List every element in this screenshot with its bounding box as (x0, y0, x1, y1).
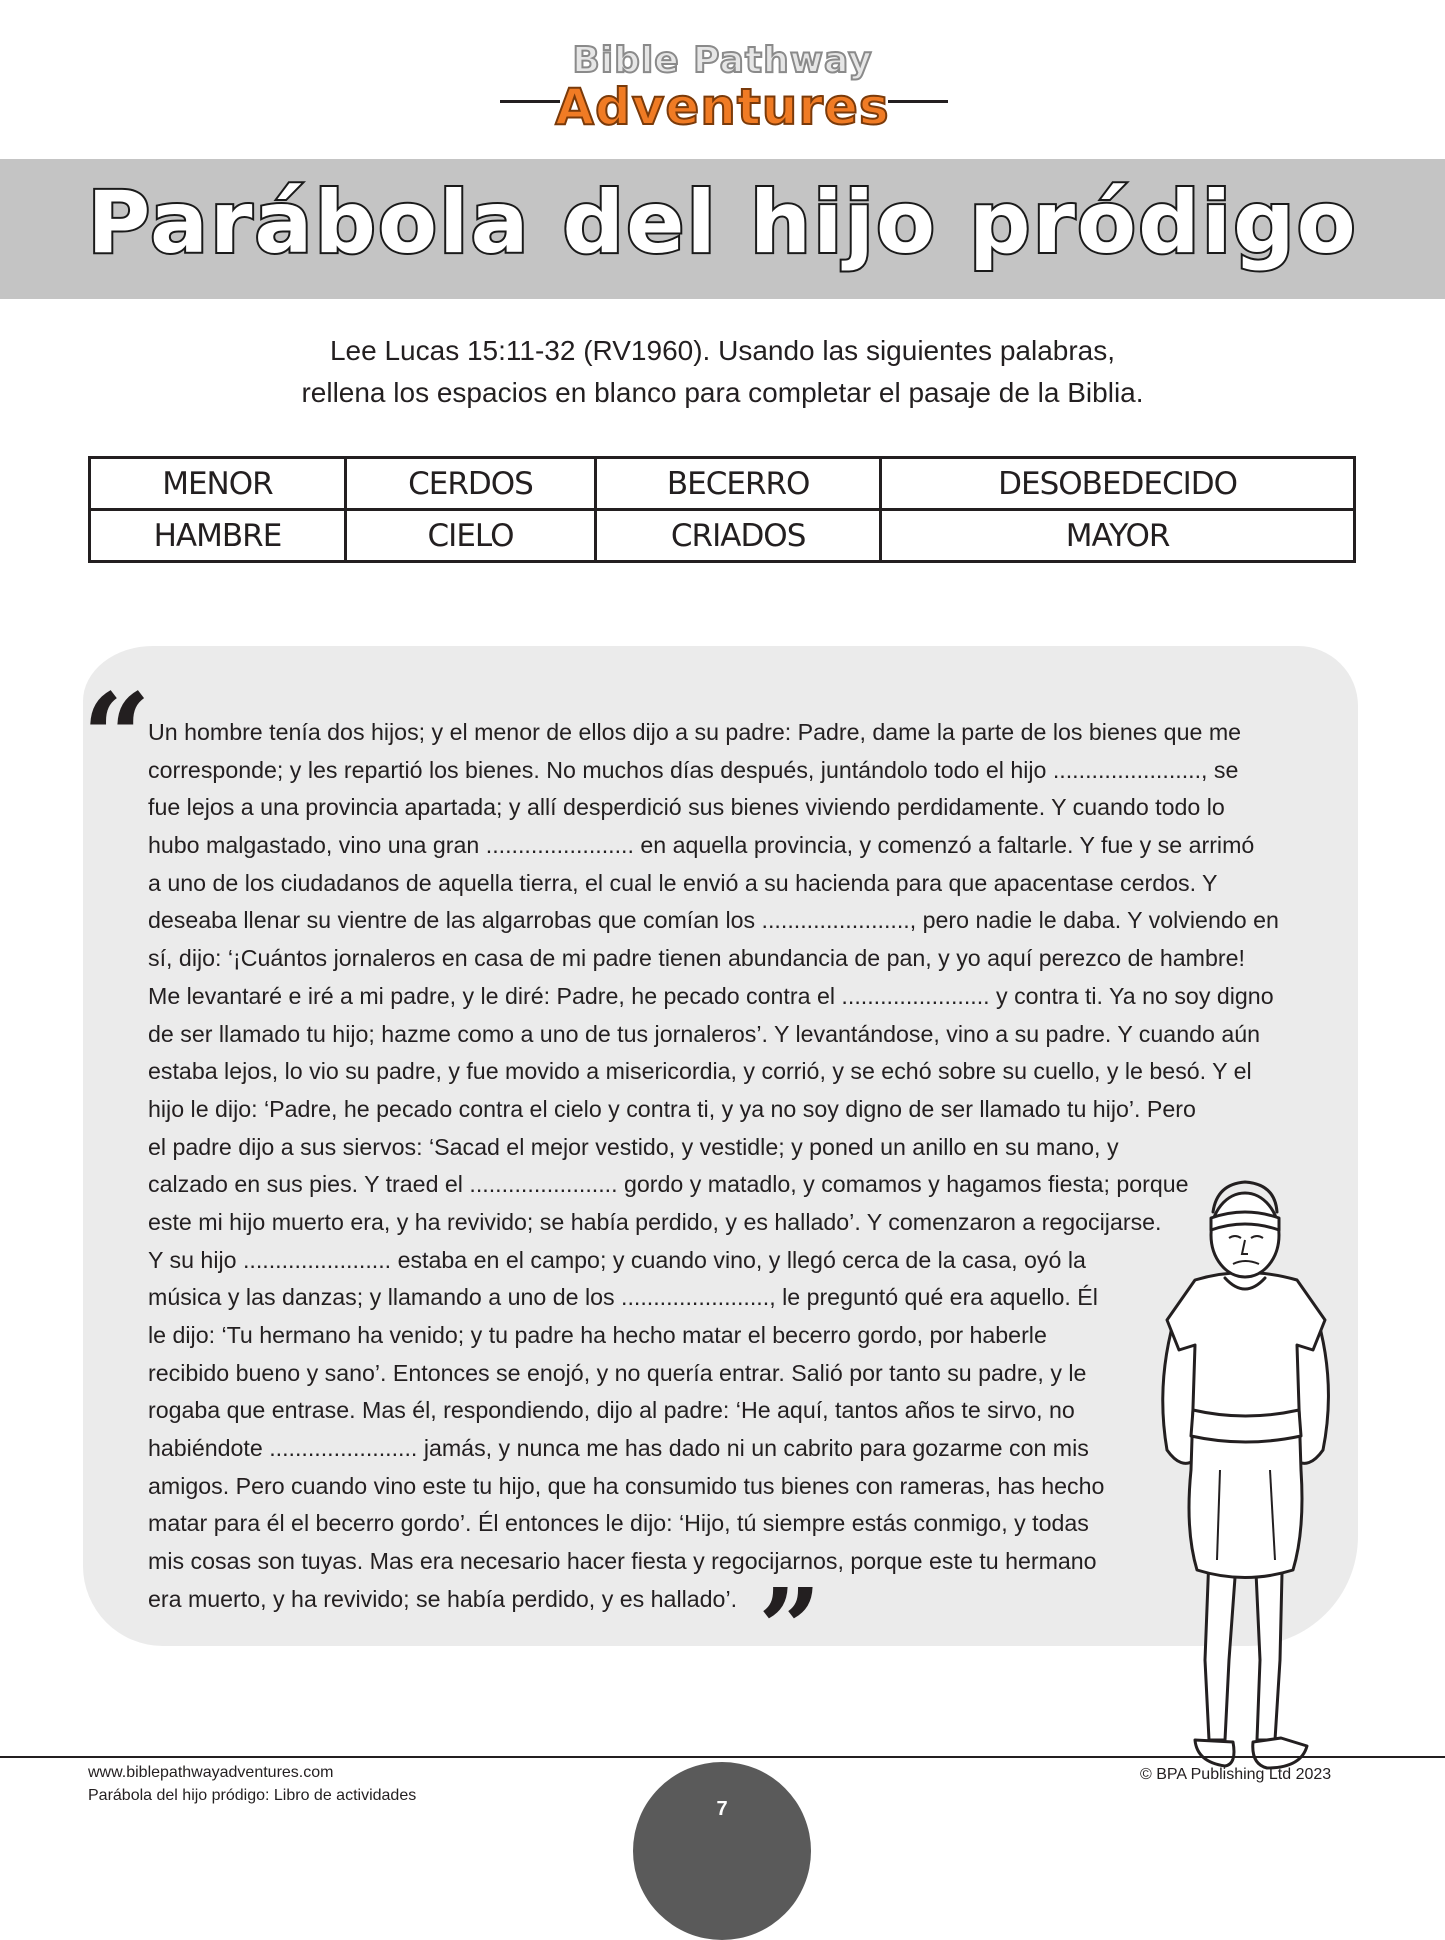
man-in-tunic-illustration (1125, 1140, 1365, 1790)
footer-url[interactable]: www.biblepathwayadventures.com (88, 1764, 334, 1781)
footer-rule (0, 1756, 1445, 1758)
passage-line: a uno de los ciudadanos de aquella tierra, el cual le envió a su hacienda para que apacentase cerdos. Y (148, 869, 1218, 896)
passage-text (148, 714, 1296, 1619)
page-number-badge (633, 1762, 811, 1940)
page-title: Parábola del hijo pródigo (87, 173, 1358, 273)
passage-line: recibido bueno y sano’. Entonces se enojó, y no quería entrar. Salió por tanto su padre, y le (148, 1359, 1087, 1386)
passage-line: habiéndote ....................... jamás, y nunca me has dado ni un cabrito para gozarme con mis (148, 1435, 1089, 1462)
footer-copyright: © BPA Publishing Ltd 2023 (1140, 1766, 1332, 1783)
passage-line: era muerto, y ha revivido; se había perdido, y es hallado’. (148, 1585, 738, 1612)
word-bank-cell: CIELO (345, 510, 595, 562)
passage-line: de ser llamado tu hijo; hazme como a uno de tus jornaleros’. Y levantándose, vino a su padre. Y cuando aún (148, 1020, 1261, 1047)
word-bank-table (88, 456, 1356, 563)
word-bank-cell: CRIADOS (596, 510, 881, 562)
word-bank-cell: MAYOR (881, 510, 1355, 562)
passage-line: amigos. Pero cuando vino este tu hijo, que ha consumido tus bienes con rameras, has hecho (148, 1472, 1105, 1499)
passage-line: corresponde; y les repartió los bienes. No muchos días después, juntándolo todo el hijo ......................., se (148, 756, 1239, 783)
instructions (150, 330, 1295, 414)
instructions-line: rellena los espacios en blanco para completar el pasaje de la Biblia. (301, 377, 1144, 408)
logo-bottom-text: Adventures (555, 78, 890, 136)
passage-line: Me levantaré e iré a mi padre, y le diré: Padre, he pecado contra el ....................... y contra ti. Ya no soy digno (148, 982, 1274, 1009)
title-band (0, 159, 1445, 299)
passage-line: hijo le dijo: ‘Padre, he pecado contra el cielo y contra ti, y ya no soy digno de ser llamado tu hijo’. Pero (148, 1095, 1196, 1122)
word-bank-cell: DESOBEDECIDO (881, 458, 1355, 510)
logo-top-text: Bible Pathway (572, 40, 873, 81)
passage-line: mis cosas son tuyas. Mas era necesario hacer fiesta y regocijarnos, porque este tu hermano (148, 1548, 1097, 1575)
word-bank-cell: HAMBRE (90, 510, 346, 562)
footer-book-title: Parábola del hijo pródigo: Libro de actividades (88, 1787, 417, 1804)
passage-line: le dijo: ‘Tu hermano ha venido; y tu padre ha hecho matar el becerro gordo, por haberle (148, 1322, 1047, 1348)
passage-line: música y las danzas; y llamando a uno de los ......................., le preguntó qué era aquello. Él (148, 1284, 1098, 1311)
word-bank-row (90, 458, 1355, 510)
passage-line: sí, dijo: ‘¡Cuántos jornaleros en casa de mi padre tienen abundancia de pan, y yo aquí perezco de hambre! (148, 945, 1245, 972)
close-quote-icon: ” (758, 1564, 822, 1693)
passage-line: Un hombre tenía dos hijos; y el menor de ellos dijo a su padre: Padre, dame la parte de los bienes que me (148, 719, 1242, 745)
word-bank-row (90, 510, 1355, 562)
passage-line: Y su hijo ....................... estaba en el campo; y cuando vino, y llegó cerca de la casa, oyó la (148, 1246, 1086, 1273)
word-bank-cell: CERDOS (345, 458, 595, 510)
passage-line: rogaba que entrase. Mas él, respondiendo, dijo al padre: ‘He aquí, tantos años te sirvo, no (148, 1397, 1075, 1424)
word-bank-cell: MENOR (90, 458, 346, 510)
passage-line: hubo malgastado, vino una gran ....................... en aquella provincia, y comenzó a faltarle. Y fue y se arrimó (148, 832, 1255, 859)
word-bank-cell: BECERRO (596, 458, 881, 510)
passage-line: el padre dijo a sus siervos: ‘Sacad el mejor vestido, y vestidle; y poned un anillo en su mano, y (148, 1133, 1119, 1160)
passage-line: este mi hijo muerto era, y ha revivido; se había perdido, y es hallado’. Y comenzaron a regocijarse. (148, 1208, 1162, 1235)
passage-line: deseaba llenar su vientre de las algarrobas que comían los ......................., pero nadie le daba. Y volviendo en (148, 907, 1279, 934)
passage-line: matar para él el becerro gordo’. Él entonces le dijo: ‘Hijo, tú siempre estás conmigo, y todas (148, 1510, 1089, 1537)
logo (0, 30, 1445, 150)
passage-line: calzado en sus pies. Y traed el ....................... gordo y matadlo, y comamos y hagamos fiesta; porque (148, 1171, 1189, 1198)
instructions-line: Lee Lucas 15:11-32 (RV1960). Usando las siguientes palabras, (329, 335, 1116, 366)
open-quote-icon: “ (82, 667, 152, 808)
page-number: 7 (716, 1798, 728, 1820)
passage-line: estaba lejos, lo vio su padre, y fue movido a misericordia, y corrió, y se echó sobre su cuello, y le besó. Y el (148, 1058, 1252, 1085)
passage-line: fue lejos a una provincia apartada; y allí desperdició sus bienes viviendo perdidamente. Y cuando todo lo (148, 794, 1225, 821)
